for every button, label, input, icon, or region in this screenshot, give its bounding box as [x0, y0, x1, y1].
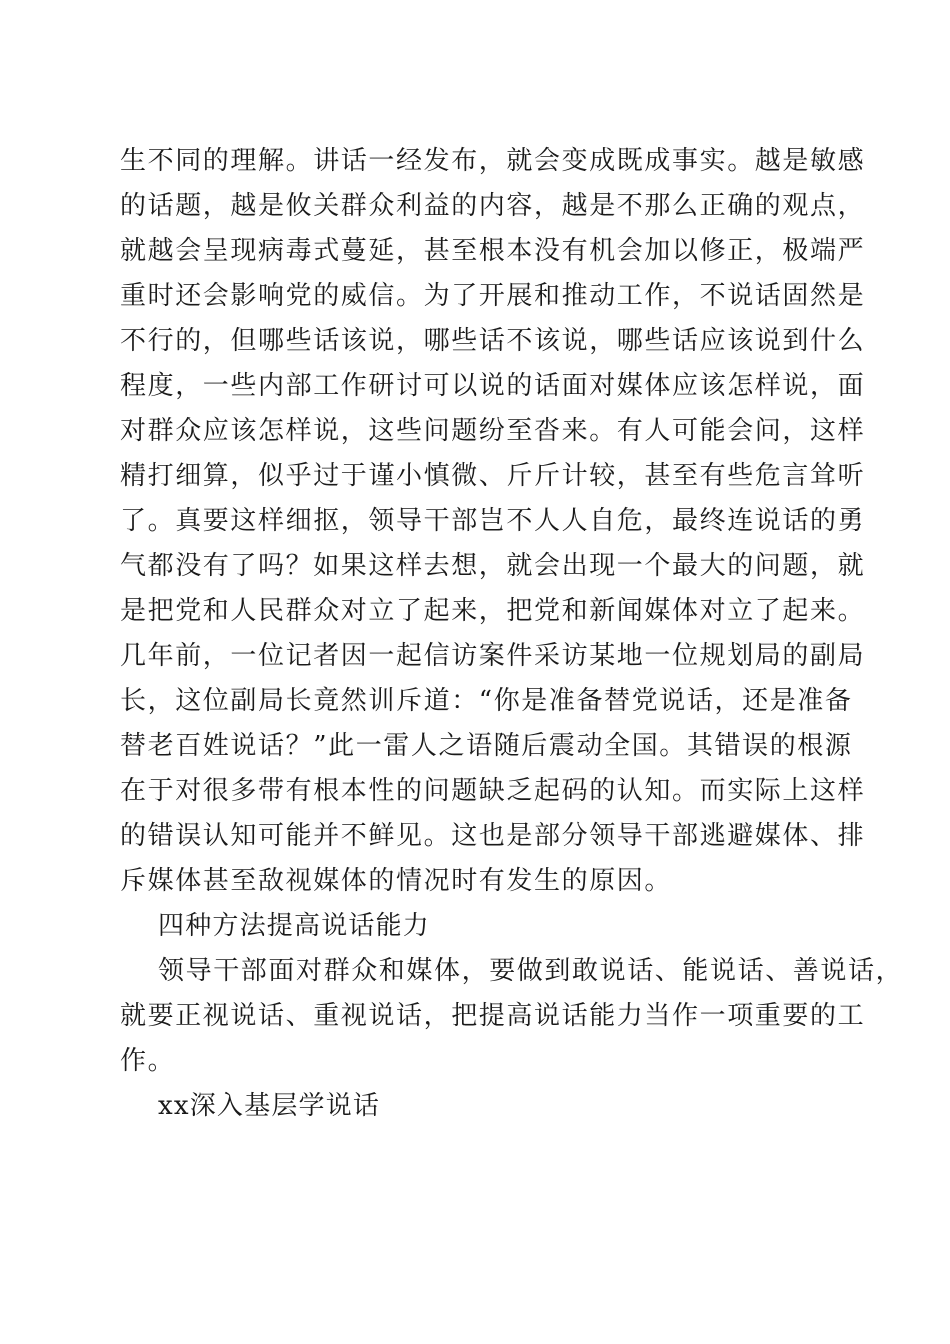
- text-line: 作。: [120, 1046, 176, 1076]
- text-line: 斥媒体甚至敌视媒体的情况时有发生的原因。: [120, 866, 673, 896]
- text-line: 几年前，一位记者因一起信访案件采访某地一位规划局的副局: [120, 641, 866, 671]
- text-line: 替老百姓说话？”此一雷人之语随后震动全国。其错误的根源: [120, 731, 853, 761]
- text-line: 就越会呈现病毒式蔓延，甚至根本没有机会加以修正，极端严: [120, 236, 866, 266]
- text-line: 的话题，越是攸关群众利益的内容，越是不那么正确的观点，: [120, 191, 866, 221]
- text-line: 不行的，但哪些话该说，哪些话不该说，哪些话应该说到什么: [120, 326, 866, 356]
- body-text: [120, 139, 904, 1129]
- text-line: 精打细算，似乎过于谨小慎微、斤斤计较，甚至有些危言耸听: [120, 461, 866, 491]
- text-line: 生不同的理解。讲话一经发布，就会变成既成事实。越是敏感: [120, 146, 866, 176]
- section-heading: xx深入基层学说话: [158, 1091, 381, 1121]
- text-line: 气都没有了吗？如果这样去想，就会出现一个最大的问题，就: [120, 551, 866, 581]
- text-line: 重时还会影响党的威信。为了开展和推动工作，不说话固然是: [120, 281, 866, 311]
- text-line: 是把党和人民群众对立了起来，把党和新闻媒体对立了起来。: [120, 596, 866, 626]
- text-line: 就要正视说话、重视说话，把提高说话能力当作一项重要的工: [120, 1001, 866, 1031]
- section-heading: 四种方法提高说话能力: [158, 911, 431, 941]
- text-line: 对群众应该怎样说，这些问题纷至沓来。有人可能会问，这样: [120, 416, 866, 446]
- text-line: 在于对很多带有根本性的问题缺乏起码的认知。而实际上这样: [120, 776, 866, 806]
- text-line: 了。真要这样细抠，领导干部岂不人人自危，最终连说话的勇: [120, 506, 866, 536]
- text-line: 领导干部面对群众和媒体，要做到敢说话、能说话、善说话，: [158, 956, 904, 986]
- text-line: 长，这位副局长竟然训斥道：“你是准备替党说话，还是准备: [120, 686, 853, 716]
- text-line: 程度，一些内部工作研讨可以说的话面对媒体应该怎样说，面: [120, 371, 866, 401]
- text-line: 的错误认知可能并不鲜见。这也是部分领导干部逃避媒体、排: [120, 821, 866, 851]
